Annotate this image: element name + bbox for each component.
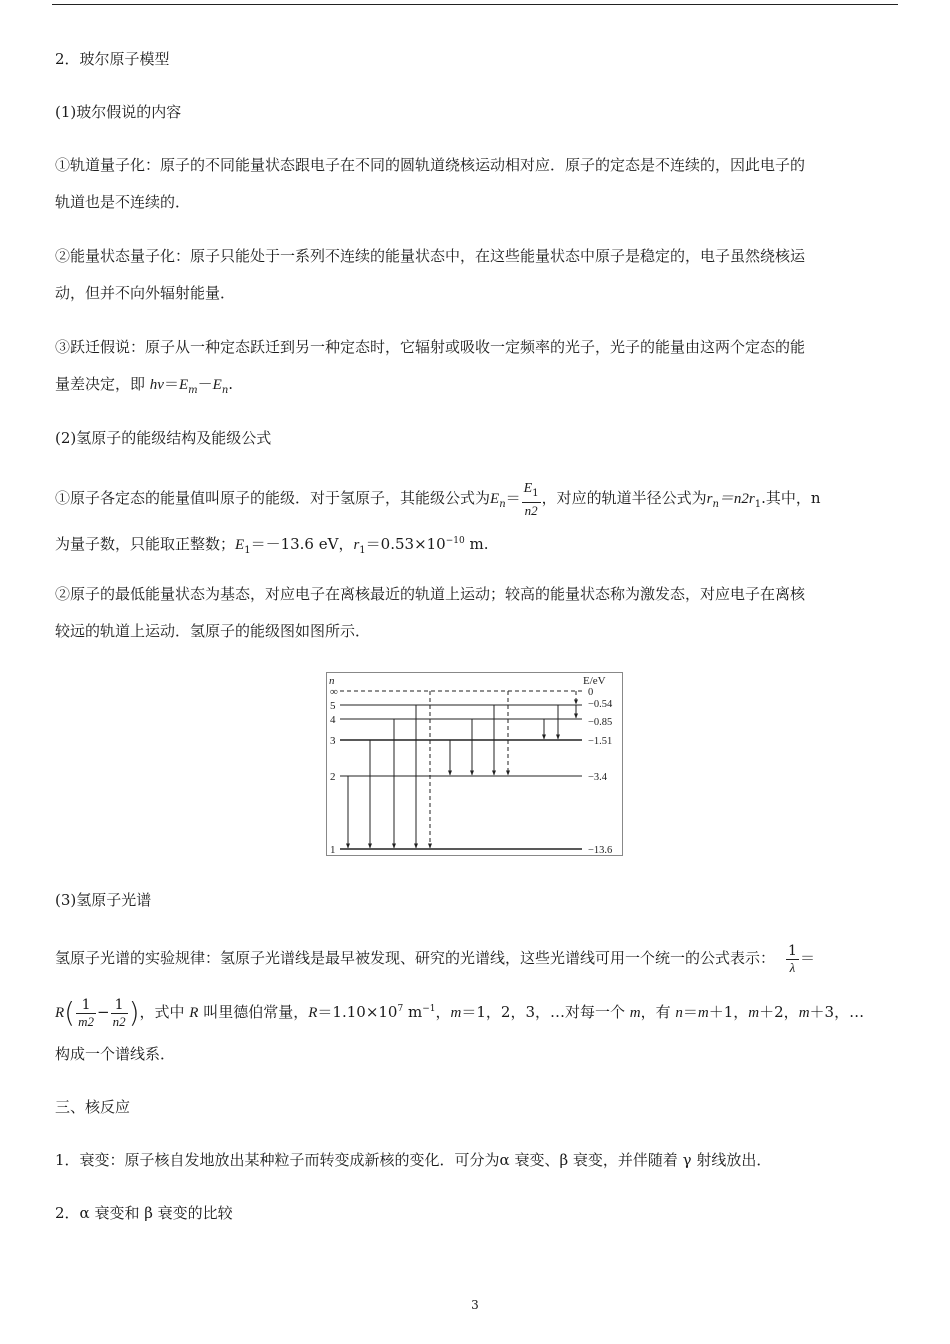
rydberg-value: ＝1.10×10 <box>317 1003 398 1021</box>
formula-E: E <box>490 491 500 507</box>
hv-symbol: hν <box>149 377 164 393</box>
paragraph-orbit-quantization-line2: 轨道也是不连续的． <box>55 193 191 211</box>
numerator-sub: 1 <box>532 488 539 499</box>
radius-formula: ＝n2r <box>718 491 755 507</box>
subheading-bohr-hypothesis: (1)玻尔假说的内容 <box>55 103 182 121</box>
r1-sub: 1 <box>359 545 366 556</box>
paragraph-level-formula-line2 <box>55 531 489 561</box>
paragraph-spectrum-line1 <box>55 940 815 976</box>
paragraph-transition-line1: ③跃迁假说：原子从一种定态跃迁到另一种定态时，它辐射或吸收一定频率的光子，光子的能量由这两个定态的能 <box>55 338 806 356</box>
rydberg-unit: m <box>403 1003 423 1021</box>
level-energy-label-3: −0.85 <box>588 717 613 728</box>
inverse-lambda-numerator: 1 <box>788 943 797 959</box>
m-symbol-1: m <box>450 1005 462 1021</box>
transition-text: 量差决定，即 <box>55 375 150 393</box>
m-symbol-5: m <box>798 1005 810 1021</box>
m-symbol-3: m <box>697 1005 709 1021</box>
paragraph-ground-state-line2: 较远的轨道上运动．氢原子的能级图如图所示． <box>55 622 371 640</box>
radius-r: r <box>706 491 713 507</box>
paragraph-ground-state-line1: ②原子的最低能量状态为基态，对应电子在离核最近的轨道上运动；较高的能量状态称为激发态，对应电子在离核 <box>55 585 806 603</box>
n-symbol: n <box>675 1005 683 1021</box>
radius-sub-n: n <box>712 499 719 510</box>
E1-sub: 1 <box>244 545 251 556</box>
E1-value: ＝－13.6 eV， <box>250 535 354 553</box>
rydberg-text-11: ＋3，… <box>809 1003 865 1021</box>
paragraph-transition-line2 <box>55 374 233 401</box>
energy-symbol-m: E <box>178 377 189 393</box>
diagram-frame <box>327 673 623 856</box>
formula-E-sub-n: n <box>499 499 506 510</box>
subheading-hydrogen-spectrum: (3)氢原子光谱 <box>55 891 152 909</box>
level-energy-label-1: 0 <box>588 687 594 698</box>
equals-sign: ＝ <box>163 375 179 393</box>
rydberg-R3: R <box>308 1005 318 1021</box>
rydberg-text-7: ，有 <box>640 1003 676 1021</box>
m-symbol-2: m <box>629 1005 641 1021</box>
rydberg-text-5: ， <box>435 1003 451 1021</box>
fraction-n-denominator: n2 <box>112 1014 126 1029</box>
level-n-label-1: ∞ <box>330 686 338 698</box>
level-n-label-2: 5 <box>330 700 336 712</box>
period: . <box>228 375 234 393</box>
m-symbol-4: m <box>748 1005 760 1021</box>
r1-value: ＝0.53×10 <box>365 535 446 553</box>
rydberg-R: R <box>55 1005 65 1021</box>
level-energy-label-4: −1.51 <box>588 736 613 747</box>
paragraph-orbit-quantization-line1: ①轨道量子化：原子的不同能量状态跟电子在不同的圆轨道绕核运动相对应．原子的定态是不连续的，因此电子的 <box>55 156 806 174</box>
paragraph-spectrum-line2 <box>55 990 864 1032</box>
radius-text: ，对应的轨道半径公式为 <box>541 489 707 507</box>
page-number: 3 <box>471 1298 479 1312</box>
paragraph-decay-definition: 1．衰变：原子核自发地放出某种粒子而转变成新核的变化．可分为α 衰变、β 衰变，并伴随着 γ 射线放出． <box>55 1151 772 1169</box>
subscript-n: n <box>221 385 229 396</box>
fraction-m-numerator: 1 <box>76 997 96 1014</box>
paragraph-decay-comparison: 2．α 衰变和 β 衰变的比较 <box>55 1204 233 1222</box>
fraction-m-denominator: m2 <box>78 1014 94 1029</box>
left-paren: ( <box>64 996 76 1029</box>
radius-sub-1: 1 <box>754 499 762 510</box>
rydberg-unit-exp: −1 <box>422 1004 436 1014</box>
subscript-m: m <box>188 385 198 396</box>
right-paren: ) <box>128 996 140 1029</box>
level-n-label-6: 1 <box>330 844 336 856</box>
subheading-energy-levels: (2)氢原子的能级结构及能级公式 <box>55 429 272 447</box>
r1-symbol: r <box>353 537 360 553</box>
E1-symbol: E <box>235 537 245 553</box>
rydberg-equals: ＝ <box>799 949 815 967</box>
rydberg-fraction-n <box>111 997 128 1029</box>
level-energy-label-6: −13.6 <box>588 845 613 856</box>
r1-unit: m. <box>464 535 489 553</box>
rydberg-text-2: 叫里德伯常量， <box>198 1003 309 1021</box>
level-formula-text: ①原子各定态的能量值叫原子的能级．对于氢原子，其能级公式为 <box>55 489 491 507</box>
level-energy-label-5: −3.4 <box>588 772 608 783</box>
level-energy-label-2: −0.54 <box>588 699 613 710</box>
energy-fraction <box>522 480 541 518</box>
formula-equals: ＝ <box>505 489 521 507</box>
rydberg-text-9: ＋1， <box>708 1003 749 1021</box>
spectrum-text: 氢原子光谱的实验规律：氢原子光谱线是最早被发现、研究的光谱线，这些光谱线可用一个统一的公式表示： <box>55 949 776 967</box>
paragraph-energy-quantization-line1: ②能量状态量子化：原子只能处于一系列不连续的能量状态中，在这些能量状态中原子是稳定的，电子虽然绕核运 <box>55 247 806 265</box>
numerator-E: E <box>523 481 533 496</box>
level-n-label-4: 3 <box>330 735 336 747</box>
fraction-n-numerator: 1 <box>111 997 128 1014</box>
top-rule <box>52 4 898 5</box>
level-formula-end: .其中，n <box>761 489 821 507</box>
inverse-lambda-fraction <box>786 943 799 975</box>
r1-exponent: −10 <box>445 536 465 546</box>
minus-sign: － <box>197 375 213 393</box>
energy-axis-label: E/eV <box>583 675 606 687</box>
rydberg-R2: R <box>189 1005 199 1021</box>
energy-fraction-numerator <box>522 480 541 503</box>
energy-symbol-n: E <box>212 377 222 393</box>
rydberg-text-8: ＝ <box>682 1003 698 1021</box>
paragraph-energy-quantization-line2: 动，但并不向外辐射能量． <box>55 284 236 302</box>
hydrogen-energy-level-diagram <box>326 672 623 856</box>
rydberg-text-6: ＝1，2，3，…对每一个 <box>461 1003 630 1021</box>
rydberg-minus: − <box>97 1003 110 1021</box>
rydberg-text-1: ，式中 <box>139 1003 190 1021</box>
level-n-label-5: 2 <box>330 771 336 783</box>
energy-fraction-denominator: n2 <box>524 503 538 518</box>
section-heading-bohr-model: 2．玻尔原子模型 <box>55 50 170 68</box>
paragraph-spectrum-line3: 构成一个谱线系． <box>55 1045 176 1063</box>
n-axis-label: n <box>329 675 335 687</box>
inverse-lambda-denominator: λ <box>789 960 796 975</box>
rydberg-text-10: ＋2， <box>759 1003 799 1021</box>
section-heading-nuclear-reaction: 三、核反应 <box>55 1098 131 1116</box>
level-n-label-3: 4 <box>330 714 336 726</box>
rydberg-fraction-m <box>76 997 96 1029</box>
quantum-number-text: 为量子数，只能取正整数； <box>55 535 236 553</box>
paragraph-level-formula-line1 <box>55 480 821 522</box>
rydberg-exp: 7 <box>397 1004 404 1014</box>
